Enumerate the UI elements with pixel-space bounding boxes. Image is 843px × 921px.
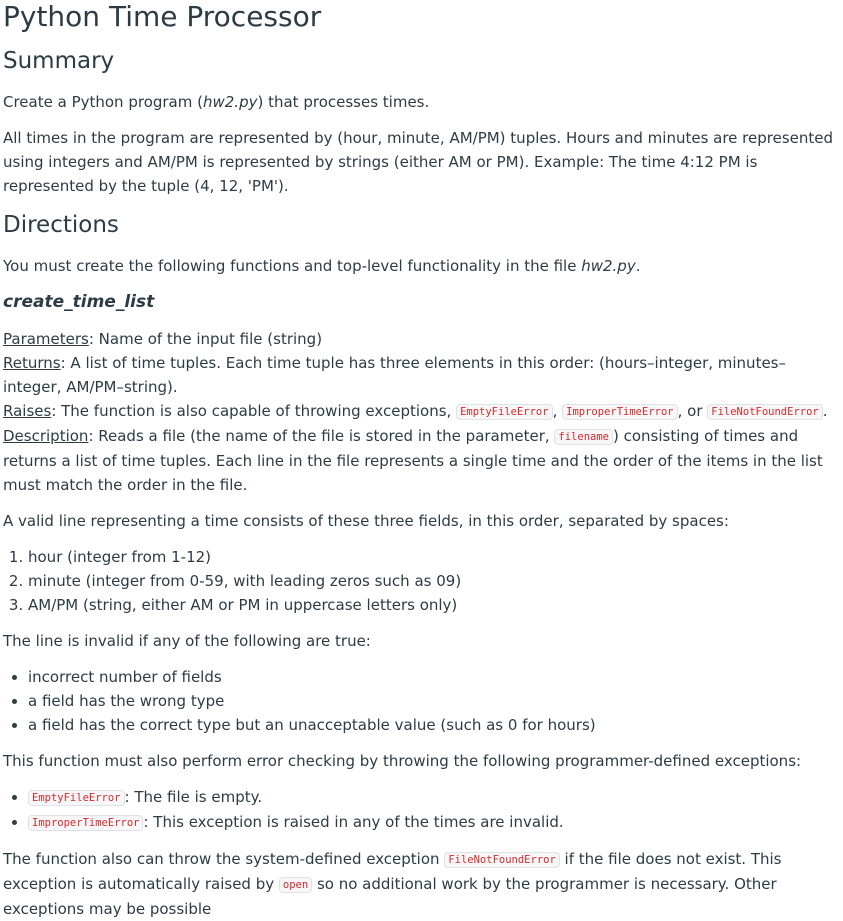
parameters-line: Parameters: Name of the input file (string) <box>3 330 323 348</box>
list-item: • EmptyFileError : The file is empty. <box>28 785 839 810</box>
invalid-conditions-list <box>3 665 839 737</box>
directions-paragraph: You must create the following functions and top-level functionality in the file hw2.py. <box>3 257 641 275</box>
error-checking-intro: This function must also perform error checking by throwing the following programmer-defined exceptions: <box>3 752 802 770</box>
function-spec <box>3 327 839 497</box>
exceptions-list <box>3 785 839 835</box>
function-heading: create_time_list <box>3 292 155 312</box>
summary-heading: Summary <box>3 48 115 74</box>
code-empty-file-error: EmptyFileError <box>456 404 553 420</box>
code-file-not-found-error: FileNotFoundError <box>444 852 559 868</box>
summary-paragraph-2: All times in the program are represented by (hour, minute, AM/PM) tuples. Hours and minutes are represented using integers and AM/PM is represented by strings (either AM or PM). Example: The time 4:12 PM is represented by the tuple (4, 12, 'PM'). <box>3 129 834 195</box>
summary-paragraph-1: Create a Python program (hw2.py) that processes times. <box>3 93 430 111</box>
returns-line: Returns: A list of time tuples. Each time tuple has three elements in this order: (hours–integer, minutes–integer, AM/PM–string). <box>3 354 786 396</box>
list-item: 1. hour (integer from 1-12) <box>28 545 839 569</box>
list-item: • incorrect number of fields <box>28 665 839 689</box>
code-open: open <box>279 877 312 893</box>
list-item: 2. minute (integer from 0-59, with leading zeros such as 09) <box>28 569 839 593</box>
code-filename: filename <box>554 429 613 445</box>
list-item: • a field has the wrong type <box>28 689 839 713</box>
list-item: • a field has the correct type but an unacceptable value (such as 0 for hours) <box>28 713 839 737</box>
directions-heading: Directions <box>3 212 119 238</box>
raises-line: Raises: The function is also capable of throwing exceptions, EmptyFileError , ImproperTimeError , or FileNotFoundError . <box>3 402 828 420</box>
description-line: Description: Reads a file (the name of the file is stored in the parameter, filename ) consisting of times and returns a list of time tuples. Each line in the file represents a single time and the order of the items in the list must match the order in the file. <box>3 427 823 494</box>
code-improper-time-error: ImproperTimeError <box>562 404 677 420</box>
list-item: • ImproperTimeError : This exception is raised in any of the times are invalid. <box>28 810 839 835</box>
valid-fields-list <box>3 545 839 617</box>
page-title: Python Time Processor <box>3 0 322 33</box>
system-exception-paragraph: The function also can throw the system-defined exception FileNotFoundError if the file does not exist. This exception is automatically raised by open so no additional work by the programmer is necessary. Other exceptions may be possible <box>3 850 782 918</box>
code-improper-time-error: ImproperTimeError <box>28 815 143 831</box>
filename-text: hw2.py <box>202 93 258 111</box>
code-empty-file-error: EmptyFileError <box>28 790 125 806</box>
list-item: 3. AM/PM (string, either AM or PM in uppercase letters only) <box>28 593 839 617</box>
valid-line-intro: A valid line representing a time consists of these three fields, in this order, separated by spaces: <box>3 512 729 530</box>
code-file-not-found-error: FileNotFoundError <box>707 404 822 420</box>
invalid-line-intro: The line is invalid if any of the following are true: <box>3 632 371 650</box>
filename-text: hw2.py <box>581 257 636 275</box>
